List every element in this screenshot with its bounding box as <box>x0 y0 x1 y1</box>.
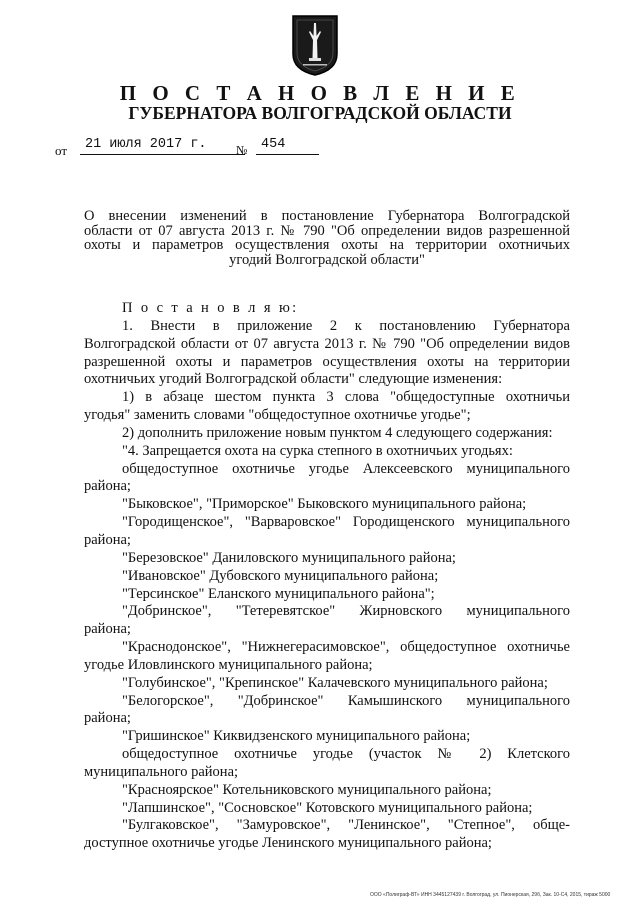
body-line: "Краснодонское", "Нижнегерасимовское", общедоступное охотничье <box>122 639 570 656</box>
body-line: 1. Внести в приложение 2 к постановлению Губернатора <box>122 317 570 334</box>
body-line: района; <box>84 710 131 727</box>
body-line: Волгоградской области от 07 августа 2013 г. № 790 "Об определении видов <box>84 335 570 352</box>
body-line: "Березовское" Даниловского муниципального района; <box>122 549 456 566</box>
body-line: "4. Запрещается охота на сурка степного в охотничьих угодьях: <box>122 442 513 459</box>
body-line: доступное охотничье угодье Ленинского муниципального района; <box>84 835 492 852</box>
body-line: района; <box>84 531 131 548</box>
subject-line: угодий Волгоградской области" <box>229 251 425 268</box>
printer-imprint: ООО «Полиграф-ВТ» ИНН 3445127439 г. Волгоград, ул. Пионерская, 29б, Зак. 10-С4, 2015, тираж 5000 <box>370 892 611 898</box>
body-line: общедоступное охотничье угодье (участок № 2) Клетского <box>122 746 570 763</box>
document-issuer: ГУБЕРНАТОРА ВОЛГОГРАДСКОЙ ОБЛАСТИ <box>128 103 512 123</box>
body-line: общедоступное охотничье угодье Алексеевского муниципального <box>122 460 570 477</box>
coat-of-arms-emblem <box>291 14 339 76</box>
document-title: П О С Т А Н О В Л Е Н И Е <box>119 81 521 105</box>
body-line: "Белогорское", "Добринское" Камышинского муниципального <box>122 692 570 709</box>
body-line: муниципального района; <box>84 763 239 780</box>
document-number: 454 <box>256 137 319 155</box>
body-line: 1) в абзаце шестом пункта 3 слова "общедоступные охотничьи <box>122 389 570 406</box>
number-prefix: № <box>236 143 248 157</box>
resolution-heading: П о с т а н о в л я ю: <box>122 300 299 316</box>
body-line: угодье Иловлинского муниципального района; <box>84 656 373 673</box>
volgograd-coat-of-arms-icon <box>291 14 339 76</box>
body-line: "Быковское", "Приморское" Быковского муниципального района; <box>122 496 527 513</box>
body-line: района; <box>84 478 131 495</box>
document-subject <box>84 209 570 267</box>
body-line: разрешенной охоты и параметров осуществления охоты на территории <box>84 353 570 370</box>
body-line: охотничьих угодий Волгоградской области" следующие изменения: <box>84 371 503 388</box>
body-line: "Терсинское" Еланского муниципального района"; <box>122 585 435 602</box>
document-date: 21 июля 2017 г. <box>80 137 245 155</box>
body-line: "Добринское", "Тетеревятское" Жирновского муниципального <box>122 603 570 620</box>
body-line: "Голубинское", "Крепинское" Калачевского муниципального района; <box>122 674 548 691</box>
body-line: 2) дополнить приложение новым пунктом 4 следующего содержания: <box>122 424 553 441</box>
subject-line: охоты и параметров осуществления охоты на территории охотничьих <box>84 237 570 253</box>
body-line: района; <box>84 621 131 638</box>
body-line: "Булгаковское", "Замуровское", "Ленинское", "Степное", обще- <box>122 817 570 834</box>
subject-line: О внесении изменений в постановление Губернатора Волгоградской <box>84 208 570 224</box>
body-line: угодья" заменить словами "общедоступное охотничье угодье"; <box>84 407 471 424</box>
date-prefix: от <box>55 143 68 158</box>
body-line: "Красноярское" Котельниковского муниципального района; <box>122 781 492 798</box>
body-line: "Гришинское" Киквидзенского муниципального района; <box>122 728 471 745</box>
date-number-row <box>55 137 355 159</box>
body-line: "Городищенское", "Варваровское" Городищенского муниципального <box>122 514 570 531</box>
body-line: "Ивановское" Дубовского муниципального района; <box>122 567 439 584</box>
subject-line: области от 07 августа 2013 г. № 790 "Об определении видов разрешенной <box>84 222 570 239</box>
body-line: "Лапшинское", "Сосновское" Котовского муниципального района; <box>122 799 533 816</box>
document-body <box>84 300 570 853</box>
